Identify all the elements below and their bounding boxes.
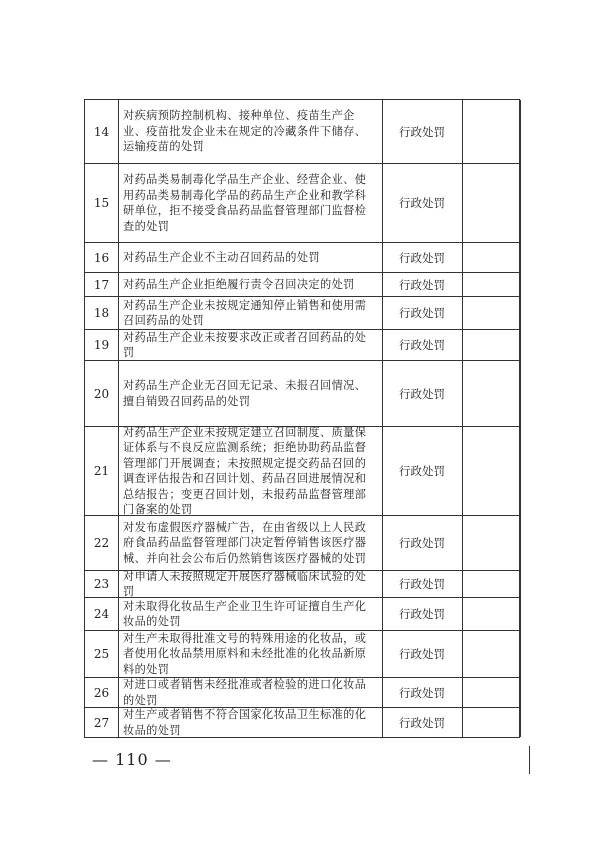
- item-type: 行政处罚: [399, 338, 445, 352]
- item-name: 对申请人未按照规定开展医疗器械临床试验的处罚: [123, 569, 367, 598]
- table-row: [85, 630, 519, 677]
- item-name: 对药品类易制毒化学品生产企业、经营企业、使用药品类易制毒化学品的药品生产企业和教学科研单位，拒不接受食品药品监督管理部门监督检查的处罚: [123, 173, 367, 233]
- table-row: [85, 707, 519, 737]
- row-number: 16: [93, 250, 110, 265]
- binding-mark: [529, 746, 530, 774]
- row-number: 22: [93, 536, 110, 550]
- item-type: 行政处罚: [399, 250, 445, 265]
- item-type: 行政处罚: [399, 577, 445, 591]
- item-type: 行政处罚: [399, 386, 445, 401]
- table-row: [85, 242, 519, 272]
- table-row: [85, 515, 519, 570]
- table-row: [85, 597, 519, 630]
- table-row: [85, 360, 519, 426]
- row-number: 14: [93, 124, 110, 139]
- table-row: [85, 570, 519, 597]
- item-type: 行政处罚: [399, 715, 445, 730]
- item-type: 行政处罚: [399, 536, 445, 550]
- row-number: 26: [93, 685, 110, 700]
- row-number: 20: [93, 386, 110, 401]
- row-number: 23: [93, 577, 110, 591]
- row-number: 19: [93, 338, 110, 352]
- item-name: 对药品生产企业不主动召回药品的处罚: [123, 250, 320, 264]
- row-number: 15: [93, 196, 110, 210]
- row-number: 21: [93, 464, 110, 478]
- item-name: 对药品生产企业未按规定通知停止销售和使用需召回药品的处罚: [123, 298, 367, 327]
- item-name: 对药品生产企业拒绝履行责令召回决定的处罚: [123, 277, 355, 291]
- column-divider: [520, 100, 521, 737]
- table-row: [85, 100, 519, 163]
- row-number: 25: [93, 647, 110, 661]
- table-row: [85, 329, 519, 360]
- penalty-items-table: [84, 99, 520, 738]
- column-divider: [382, 100, 383, 737]
- table-row: [85, 677, 519, 707]
- table-row: [85, 272, 519, 296]
- item-name: 对生产或者销售不符合国家化妆品卫生标准的化妆品的处罚: [123, 708, 367, 737]
- item-type: 行政处罚: [399, 124, 445, 139]
- item-type: 行政处罚: [399, 647, 445, 661]
- table-row: [85, 163, 519, 242]
- table-row: [85, 296, 519, 329]
- item-name: 对未取得化妆品生产企业卫生许可证擅自生产化妆品的处罚: [123, 599, 367, 628]
- row-number: 27: [93, 715, 110, 730]
- item-type: 行政处罚: [399, 685, 445, 700]
- item-type: 行政处罚: [399, 196, 445, 210]
- item-name: 对药品生产企业未按规定建立召回制度、质量保证体系与不良反应监测系统；拒绝协助药品监督管理部门开展调查；未按照规定提交药品召回的调查评估报告和召回计划、药品召回进展情况和总结报告；变更召回计划，未报药品监督管理部门备案的处罚: [123, 425, 367, 516]
- item-name: 对药品生产企业未按要求改正或者召回药品的处罚: [123, 330, 367, 359]
- table-row: [85, 426, 519, 515]
- row-number: 24: [93, 607, 110, 621]
- item-name: 对药品生产企业无召回无记录、未报召回情况、擅自销毁召回药品的处罚: [123, 379, 367, 408]
- item-type: 行政处罚: [399, 306, 445, 320]
- column-divider: [118, 100, 119, 737]
- item-name: 对生产未取得批准文号的特殊用途的化妆品，或者使用化妆品禁用原料和未经批准的化妆品新原料的处罚: [123, 631, 367, 676]
- page-number: — 110 —: [92, 750, 172, 769]
- row-number: 17: [93, 277, 110, 292]
- item-name: 对进口或者销售未经批准或者检验的进口化妆品的处罚: [123, 678, 367, 707]
- item-type: 行政处罚: [399, 464, 445, 478]
- item-name: 对疾病预防控制机构、接种单位、疫苗生产企业、疫苗批发企业未在规定的冷藏条件下储存、运输疫苗的处罚: [123, 109, 367, 154]
- row-number: 18: [93, 306, 110, 320]
- item-name: 对发布虚假医疗器械广告，在由省级以上人民政府食品药品监督管理部门决定暂停销售该医疗器械、并向社会公布后仍然销售该医疗器械的处罚: [123, 520, 367, 565]
- item-type: 行政处罚: [399, 277, 445, 292]
- item-type: 行政处罚: [399, 607, 445, 621]
- column-divider: [462, 100, 463, 737]
